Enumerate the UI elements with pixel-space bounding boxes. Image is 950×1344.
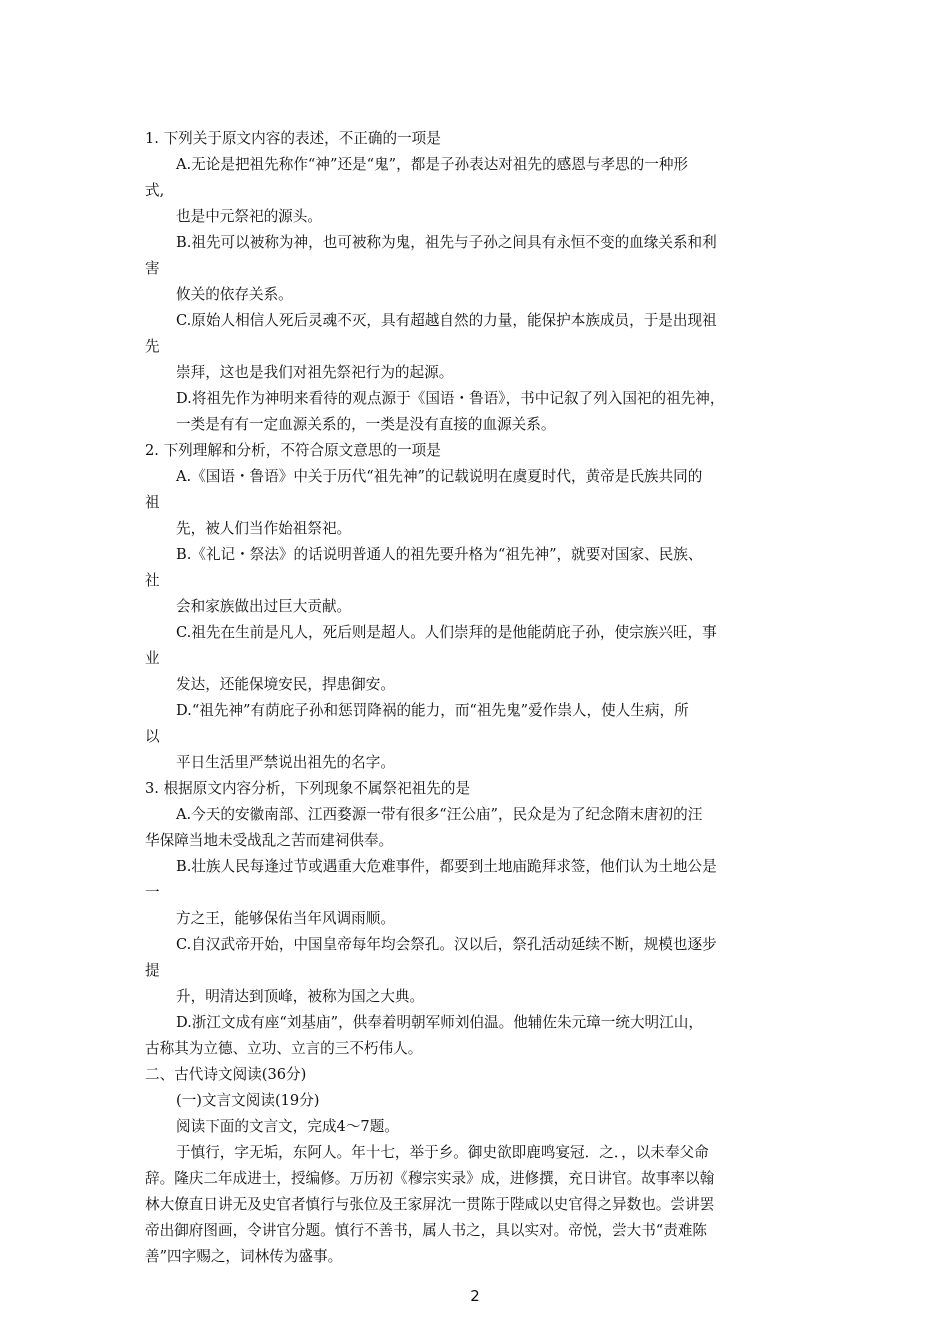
text-line: 业 [145,650,160,667]
question-1-option-d: D.将祖先作为神明来看待的观点源于《国语・鲁语》，书中记叙了列入国祀的祖先神， [176,390,725,407]
text-line: 方之王，能够保佑当年风调雨顺。 [176,910,395,927]
text-line: 害 [145,260,160,277]
text-line: 升，明清达到顶峰，被称为国之大典。 [176,988,425,1005]
text-line: 会和家族做出过巨大贡献。 [176,598,352,615]
text-line: 提 [145,962,160,979]
text-line: 先，被人们当作始祖祭祀。 [176,520,352,537]
question-1-option-c: C.原始人相信人死后灵魂不灭，具有超越自然的力量，能保护本族成员，于是出现祖 [176,312,717,329]
question-2-option-b: B.《礼记・祭法》的话说明普通人的祖先要升格为“祖先神”，就要对国家、民族、 [176,546,703,563]
question-1-stem: 1. 下列关于原文内容的表述，不正确的一项是 [145,130,441,147]
text-line: 崇拜，这也是我们对祖先祭祀行为的起源。 [176,364,454,381]
question-3-option-d: D.浙江文成有座“刘基庙”，供奉着明朝军师刘伯温。他辅佐朱元璋一统大明江山， [176,1014,703,1031]
reading-instruction: 阅读下面的文言文，完成4～7题。 [176,1118,399,1135]
question-3-option-c: C.自汉武帝开始，中国皇帝每年均会祭孔。汉以后，祭孔活动延续不断，规模也逐步 [176,936,717,953]
passage-line: 林大僚直日讲无及史官者慎行与张位及王家屏沈一贯陈于陛咸以史官得之异数也。尝讲罢 [145,1196,715,1213]
question-3-stem: 3. 根据原文内容分析，下列现象不属祭祀祖先的是 [145,780,471,797]
passage-line: 于慎行，字无垢，东阿人。年十七，举于乡。御史欲即鹿鸣宴冠．之．，以未奉父命 [176,1144,709,1161]
question-1-option-a: A.无论是把祖先称作“神”还是“鬼”，都是子孙表达对祖先的感恩与孝思的一种形 [176,156,689,173]
text-line: 先 [145,338,160,355]
question-2-option-d: D.“祖先神”有荫庇子孙和惩罚降祸的能力，而“祖先鬼”爱作祟人，使人生病，所 [176,702,689,719]
passage-line: 善”四字赐之，词林传为盛事。 [145,1248,343,1265]
text-line: 古称其为立德、立功、立言的三不朽伟人。 [145,1040,423,1057]
text-line: 祖 [145,494,160,511]
text-line: 一 [145,884,160,901]
question-3-option-b: B.壮族人民每逢过节或遇重大危难事件，都要到土地庙跪拜求签，他们认为土地公是 [176,858,717,875]
text-line: 社 [145,572,160,589]
question-3-option-a: A.今天的安徽南部、江西婺源一带有很多“汪公庙”，民众是为了纪念隋末唐初的汪 [176,806,703,823]
passage-line: 帝出御府图画，令讲官分题。慎行不善书，属人书之，具以实对。帝悦，尝大书“责难陈 [145,1222,708,1239]
text-line: 一类是有有一定血源关系的，一类是没有直接的血源关系。 [176,416,556,433]
text-line: 华保障当地未受战乱之苦而建祠供奉。 [145,832,394,849]
text-line: 发达，还能保境安民，捍患御安。 [176,676,395,693]
section-heading: 二、古代诗文阅读(36分) [145,1066,307,1083]
text-line: 式, [145,182,165,199]
subsection-heading: (一)文言文阅读(19分) [176,1092,320,1109]
text-line: 以 [145,728,160,745]
question-2-stem: 2. 下列理解和分析，不符合原文意思的一项是 [145,442,441,459]
question-1-option-b: B.祖先可以被称为神，也可被称为鬼，祖先与子孙之间具有永恒不变的血缘关系和利 [176,234,717,251]
passage-line: 辞。隆庆二年成进士，授编修。万历初《穆宗实录》成，进修撰，充日讲官。故事率以翰 [145,1170,715,1187]
question-2-option-a: A.《国语・鲁语》中关于历代“祖先神”的记载说明在虞夏时代，黄帝是氏族共同的 [176,468,703,485]
page-number: 2 [470,1287,480,1305]
text-line: 也是中元祭祀的源头。 [176,208,322,225]
text-line: 攸关的依存关系。 [176,286,293,303]
question-2-option-c: C.祖先在生前是凡人，死后则是超人。人们崇拜的是他能荫庇子孙，使宗族兴旺，事 [176,624,717,641]
text-line: 平日生活里严禁说出祖先的名字。 [176,754,395,771]
